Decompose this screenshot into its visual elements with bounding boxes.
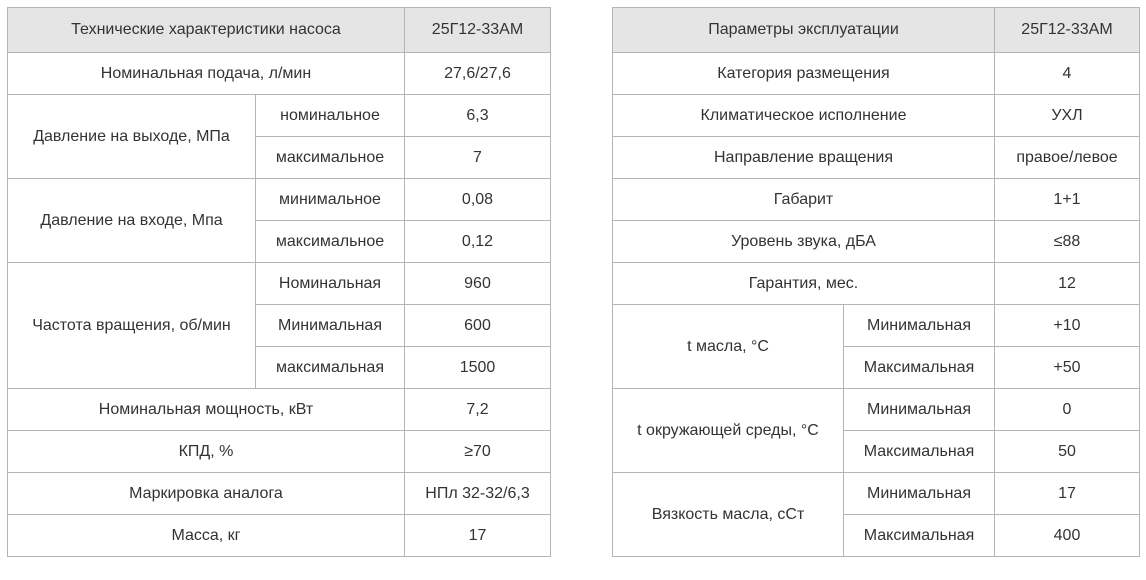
dimension-value: 1+1 bbox=[995, 179, 1140, 221]
climatic-version-value: УХЛ bbox=[995, 95, 1140, 137]
ambient-temp-label: t окружающей среды, °C bbox=[613, 389, 844, 473]
rotation-speed-value: 1500 bbox=[405, 347, 551, 389]
table-row bbox=[8, 431, 551, 473]
warranty-value: 12 bbox=[995, 263, 1140, 305]
table-row bbox=[8, 389, 551, 431]
table-row bbox=[613, 53, 1140, 95]
outlet-pressure-sub: номинальное bbox=[256, 95, 405, 137]
oil-temp-value: +50 bbox=[995, 347, 1140, 389]
pump-table-header-model: 25Г12-33АМ bbox=[405, 8, 551, 53]
warranty-label: Гарантия, мес. bbox=[613, 263, 995, 305]
ambient-temp-sub: Максимальная bbox=[844, 431, 995, 473]
pump-specs-table bbox=[7, 7, 551, 557]
operation-params-table bbox=[612, 7, 1140, 557]
oil-viscosity-sub: Минимальная bbox=[844, 473, 995, 515]
inlet-pressure-value: 0,08 bbox=[405, 179, 551, 221]
inlet-pressure-label: Давление на входе, Мпа bbox=[8, 179, 256, 263]
rotation-speed-sub: максимальная bbox=[256, 347, 405, 389]
outlet-pressure-sub: максимальное bbox=[256, 137, 405, 179]
oil-viscosity-label: Вязкость масла, сСт bbox=[613, 473, 844, 557]
oil-viscosity-sub: Максимальная bbox=[844, 515, 995, 557]
climatic-version-label: Климатическое исполнение bbox=[613, 95, 995, 137]
inlet-pressure-sub: максимальное bbox=[256, 221, 405, 263]
inlet-pressure-value: 0,12 bbox=[405, 221, 551, 263]
efficiency-value: ≥70 bbox=[405, 431, 551, 473]
oil-temp-value: +10 bbox=[995, 305, 1140, 347]
table-row bbox=[8, 515, 551, 557]
table-row bbox=[8, 53, 551, 95]
outlet-pressure-value: 6,3 bbox=[405, 95, 551, 137]
ambient-temp-value: 0 bbox=[995, 389, 1140, 431]
outlet-pressure-label: Давление на выходе, МПа bbox=[8, 95, 256, 179]
nominal-power-value: 7,2 bbox=[405, 389, 551, 431]
table-row bbox=[8, 473, 551, 515]
sound-level-value: ≤88 bbox=[995, 221, 1140, 263]
nominal-flow-value: 27,6/27,6 bbox=[405, 53, 551, 95]
table-row bbox=[613, 473, 1140, 515]
table-row bbox=[613, 263, 1140, 305]
placement-category-label: Категория размещения bbox=[613, 53, 995, 95]
nominal-flow-label: Номинальная подача, л/мин bbox=[8, 53, 405, 95]
pump-table-header-title: Технические характеристики насоса bbox=[8, 8, 405, 53]
oil-viscosity-value: 17 bbox=[995, 473, 1140, 515]
efficiency-label: КПД, % bbox=[8, 431, 405, 473]
operation-table-header-model: 25Г12-33АМ bbox=[995, 8, 1140, 53]
ambient-temp-value: 50 bbox=[995, 431, 1140, 473]
table-row bbox=[8, 95, 551, 137]
ambient-temp-sub: Минимальная bbox=[844, 389, 995, 431]
table-row bbox=[613, 221, 1140, 263]
table-row bbox=[613, 95, 1140, 137]
rotation-speed-sub: Номинальная bbox=[256, 263, 405, 305]
rotation-direction-value: правое/левое bbox=[995, 137, 1140, 179]
analog-marking-value: НПл 32-32/6,3 bbox=[405, 473, 551, 515]
operation-table-header-title: Параметры эксплуатации bbox=[613, 8, 995, 53]
rotation-speed-value: 960 bbox=[405, 263, 551, 305]
rotation-speed-value: 600 bbox=[405, 305, 551, 347]
table-row bbox=[8, 179, 551, 221]
outlet-pressure-value: 7 bbox=[405, 137, 551, 179]
placement-category-value: 4 bbox=[995, 53, 1140, 95]
oil-temp-sub: Минимальная bbox=[844, 305, 995, 347]
oil-temp-sub: Максимальная bbox=[844, 347, 995, 389]
table-row bbox=[613, 305, 1140, 347]
analog-marking-label: Маркировка аналога bbox=[8, 473, 405, 515]
rotation-speed-label: Частота вращения, об/мин bbox=[8, 263, 256, 389]
oil-viscosity-value: 400 bbox=[995, 515, 1140, 557]
table-row bbox=[613, 137, 1140, 179]
nominal-power-label: Номинальная мощность, кВт bbox=[8, 389, 405, 431]
dimension-label: Габарит bbox=[613, 179, 995, 221]
table-row bbox=[613, 389, 1140, 431]
mass-value: 17 bbox=[405, 515, 551, 557]
pump-table-header-row bbox=[8, 8, 551, 53]
sound-level-label: Уровень звука, дБА bbox=[613, 221, 995, 263]
mass-label: Масса, кг bbox=[8, 515, 405, 557]
oil-temp-label: t масла, °C bbox=[613, 305, 844, 389]
table-row bbox=[613, 179, 1140, 221]
operation-table-header-row bbox=[613, 8, 1140, 53]
rotation-direction-label: Направление вращения bbox=[613, 137, 995, 179]
table-row bbox=[8, 263, 551, 305]
inlet-pressure-sub: минимальное bbox=[256, 179, 405, 221]
rotation-speed-sub: Минимальная bbox=[256, 305, 405, 347]
